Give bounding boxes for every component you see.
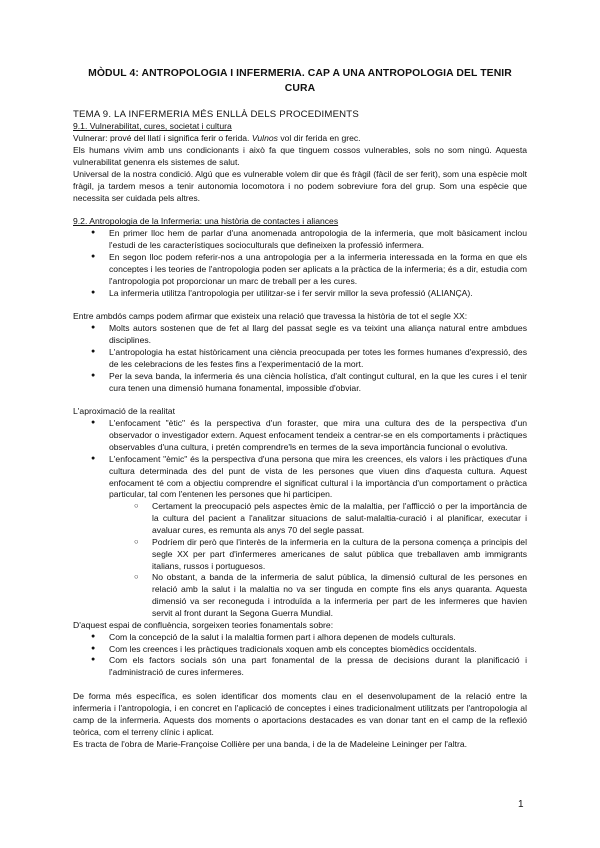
bullet-list-enfocaments bbox=[73, 418, 527, 620]
paragraph-autores: Es tracta de l'obra de Marie-Françoise Collière per una banda, i de la de Madeleine Leininger per l'altra. bbox=[73, 738, 468, 749]
sub-list-emic bbox=[129, 501, 527, 620]
page-number: 1 bbox=[518, 799, 524, 810]
paragraph-condicionants: Els humans vivim amb uns condicionants i això fa que tinguem cossos vulnerables, sols no som ningú. Aquesta vulnerabilitat genenra els sistemes de salut. bbox=[73, 145, 527, 167]
list-item: ● Per la seva banda, la infermeria és una ciència holística, d'alt contingut cultural, en la que les cures i el tenir cura tenen una dimensió humana fonamental, impossible d'obviar. bbox=[73, 371, 527, 395]
list-item-etic: ● L'enfocament "ètic" és la perspectiva d'un foraster, que mira una cultura des de la perspectiva d'un observador o investigador extern. Aquest enfocament tendeix a centrar-se en els comportaments i pràctiques observables d'una cultura, i pretén comprendre'ls en termes de la seva importància funcional o evolutiva. bbox=[73, 418, 527, 454]
paragraph-universal: Universal de la nostra condició. Algú que es vulnerable volem dir que és fràgil (fàcil de ser ferit), som una espècie molt fràgil, ja tardem mesos a tenir autonomia locomotora i no podem sobreviure fora del grup. Som una espècie que necessita ser cuidada pels altres. bbox=[73, 168, 527, 203]
paragraph-ambdos-camps: Entre ambdós camps podem afirmar que existeix una relació que travessa la història de tot el segle XX: bbox=[73, 311, 468, 322]
paragraph-moments-clau: De forma més específica, es solen identificar dos moments clau en el desenvolupament de la relació entre la infermeria i l'antropologia, i en concret en l'aplicació de conceptes i eines tradicionalment utilitzats per l'antropologia al camp de la infermeria. Aquests dos moments o aportacions destacades es van donar tant en el camp de la reflexió teòrica, com el terreny clínic i aplicat. bbox=[73, 691, 527, 737]
list-item: ● En segon lloc podem referir-nos a una antropologia per a la infermeria interessada en la forma en que els conceptes i les teories de l'antropologia poden ser aplicats a la pràctica de la infermeria; és a dir, estudia com l'antropologia pot proporcionar un marc de treball per a les cures. bbox=[73, 252, 527, 288]
list-item: ● Com les creences i les pràctiques tradicionals xoquen amb els conceptes biomèdics occidentals. bbox=[73, 644, 527, 656]
section-heading-9-2: 9.2. Antropologia de la Infermeria: una història de contactes i aliances bbox=[73, 216, 339, 227]
section-heading-9-1: 9.1. Vulnerabilitat, cures, societat i cultura bbox=[73, 121, 232, 132]
paragraph-confluencia: D'aquest espai de confluència, sorgeixen teories fonamentals sobre: bbox=[73, 619, 334, 630]
list-item: ● Com la concepció de la salut i la malaltia formen part i alhora depenen de models culturals. bbox=[73, 632, 527, 644]
paragraph-vulnerar: Vulnerar: prové del llatí i significa ferir o ferida. Vulnos vol dir ferida en grec. bbox=[73, 133, 361, 144]
list-item: ● En primer lloc hem de parlar d'una anomenada antropologia de la infermeria, que molt bàsicament inclou l'estudi de les característiques socioculturals que defineixen la professió infermera. bbox=[73, 228, 527, 252]
list-item: ● Molts autors sostenen que de fet al llarg del passat segle es va teixint una aliança natural entre ambdues disciplines. bbox=[73, 323, 527, 347]
sub-list-item: ○ No obstant, a banda de la infermeria de salut pública, la dimensió cultural de les persones en relació amb la salut i la malaltia no va ser tinguda en compte fins els anys quaranta. Aquesta dimensió va ser reconeguda i introduïda a la infermeria per part de les infermeres que havien servit al front durant la Segona Guerra Mundial. bbox=[129, 572, 527, 619]
topic-heading: TEMA 9. LA INFERMERIA MÉS ENLLÀ DELS PROCEDIMENTS bbox=[73, 109, 359, 121]
bullet-list-teories bbox=[73, 632, 527, 679]
list-item: ● Com els factors socials són una part fonamental de la pressa de decisions durant la planificació i l'administració de cures infermeres. bbox=[73, 655, 527, 679]
bullet-list-antropologia bbox=[73, 228, 527, 299]
document-title: MÒDUL 4: ANTROPOLOGIA I INFERMERIA. CAP A UNA ANTROPOLOGIA DEL TENIR CURA bbox=[88, 68, 512, 95]
sub-list-item: ○ Certament la preocupació pels aspectes èmic de la malaltia, per l'afflicció o per la importància de la cultura del pacient a l'analitzar situacions de salut-malaltia-curació i al planificar, executar i avaluar cures, es remunta als anys 70 del segle passat. bbox=[129, 501, 527, 537]
list-item-emic: ● L'enfocament "èmic" és la perspectiva d'una persona que mira les creences, els valors i les pràctiques d'una cultura determinada des del punt de vista de les persones que viuen dins d'aquesta cultura. Aquest enfocament té com a objectiu comprendre el significat cultural i la importància d'un comportament o pràctica particular, tal com l'entenen les persones que hi participen. ○ Certament la preocupació pels aspectes èmic de la malaltia, per l'afflicció o per la importància de la cultura del pacient a l'analitzar situacions de salut-malaltia-curació i al planificar, executar i avaluar cures, es remunta als anys 70 del segle passat. ○ Podríem dir però que l'interès de la infermeria en la cultura de la persona comença a principis del segle XX per part d'infermeres americanes de salut pública que treballaven amb immigrants italians, russos i portuguesos. ○ No obstant, a banda de la infermeria de salut pública, la dimensió cultural de les persones en relació amb la salut i la malaltia no va ser tinguda en compte fins els anys quaranta. Aquesta dimensió va ser reconeguda i introduïda a la infermeria per part de les infermeres que havien servit al front durant la Segona Guerra Mundial. bbox=[73, 454, 527, 620]
bullet-list-relacio bbox=[73, 323, 527, 394]
approach-heading: L'aproximació de la realitat bbox=[73, 406, 175, 417]
sub-list-item: ○ Podríem dir però que l'interès de la infermeria en la cultura de la persona comença a principis del segle XX per part d'infermeres americanes de salut pública que treballaven amb immigrants italians, russos i portuguesos. bbox=[129, 537, 527, 573]
list-item: ● La infermeria utilitza l'antropologia per utilitzar-se i fer servir millor la seva professió (ALIANÇA). bbox=[73, 288, 527, 300]
document-page bbox=[73, 66, 527, 751]
list-item: ● L'antropologia ha estat històricament una ciència preocupada per totes les formes humanes d'expressió, des de les celebracions de les festes fins a l'experimentació de la mort. bbox=[73, 347, 527, 371]
